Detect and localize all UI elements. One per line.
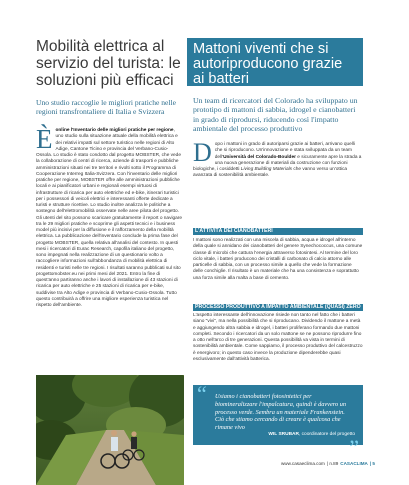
quote-author bbox=[268, 432, 355, 437]
right-body-italic: Living Building Materials bbox=[240, 167, 293, 172]
right-body-bold: Università del Colorado-Boulder bbox=[223, 154, 296, 160]
section-title-cyanobacteria: L'ATTIVITÀ DEI CIANOBATTERI bbox=[193, 228, 363, 235]
right-body-part3: che vanno verso un'ottica avanzata di sostenibilità ambientale. bbox=[193, 167, 348, 179]
left-lead-bold: online l'Inventario delle migliori pratiche per regione bbox=[55, 128, 174, 133]
quote-text: Usiamo i cianobatteri fotosintetici per biomineralizzare l'impalcatura, quindi è davvero un processo verde. Sembra un materiale Frankenstein. Ciò che stiamo cercando di creare è qualcosa che rimane vivo bbox=[215, 393, 347, 432]
right-article-body bbox=[193, 138, 363, 180]
footer-brand-part2: CLIMA bbox=[353, 461, 368, 466]
quote-close-icon: ” bbox=[349, 435, 359, 460]
cyclists-photo bbox=[36, 375, 184, 485]
footer-brand-part1: CASA bbox=[340, 461, 354, 466]
right-article-header bbox=[187, 38, 363, 86]
right-dropcap: D bbox=[193, 138, 212, 167]
quote-open-icon: “ bbox=[197, 381, 207, 406]
footer-site: www.casaeclima.com bbox=[280, 461, 325, 466]
right-article-intro: Un team di ricercatori del Colorado ha sviluppato un prototipo di mattoni di sabbia, idrogel e cianobatteri in grado di riprodursi, riducendo così l'impatto ambientale del processo produttivo bbox=[193, 96, 358, 133]
page-number: | 5 bbox=[369, 461, 375, 466]
left-article-body bbox=[36, 124, 183, 309]
left-body-text: , uno studio sulla situazione attuale della mobilità elettrica e dei relativi impatti sul settore turistico nelle regioni di Alto Adige, Cantone Ticino e provincia del Verbano-Cusio-Ossola. Lo studio è stato condotto dal progetto MOBSTER, che vede la collaborazione di centri di ricerca, aziende di trasporti e pubbliche amministrazioni situati nei tre territori e rivolti sotto il Programma di Cooperazione Interreg Italia-Svizzera. Con l'inventario delle migliori pratiche per regione, MOBSTER offre alle amministrazioni pubbliche locali e ai pianificatori urbani e regionali esempi virtuosi di infrastrutture di ricarica per auto elettriche ed e-bike, itinerari turistici per i possessori di veicoli elettrici e interessanti offerte dedicate a turisti e strutture ricettive. Lo studio inoltre analizza le politiche a sostegno dell'elettromobilità osservate nelle aree pilota del progetto. Gli utenti del sito possono scaricare gratuitamente il report o navigare tra le 29 migliori pratiche e scoprirne gli aspetti tecnici e i business model più incisivi per la diffusione e il rafforzamento della mobilità elettrica. La pubblicazione dell'inventario conclude la prima fase del progetto MOBSTER, quella relativa all'analisi del contesto. In questi mesi i ricercatori di Eurac Research, capofila italiano del progetto, sono impegnati nella realizzazione di un questionario volto a raccogliere informazioni sull'abbondanza di mobilità elettrica di residenti e turisti nelle tre regioni. I risultati saranno pubblicati sul sito progettomobster.eu nei primi mesi del 2021. Entro la fine di quest'anno partiranno anche i lavori di installazione di 43 stazioni di ricarica per auto elettriche e 25 stazioni di ricarica per e-bike, suddivise tra Alto Adige e provincia di Verbano-Cusio-Ossola. Tutto questo contribuirà a offrire una migliore esperienza turistica nel rispetto dell'ambiente. bbox=[36, 128, 183, 308]
page-footer bbox=[281, 461, 375, 466]
footer-brand bbox=[340, 461, 368, 466]
section-title-production: PROCESSO PRODUTTIVO A IMPATTO AMBIENTALE (QUASI) ZERO bbox=[193, 304, 363, 311]
right-body-part2: e sicuramente apre la strada a una nuova generazione di materiali da costruzione con funzioni biologiche, i cosiddetti bbox=[193, 154, 362, 172]
quote-box bbox=[193, 381, 363, 460]
left-dropcap: È bbox=[36, 124, 53, 154]
left-article bbox=[36, 38, 182, 309]
section-text-cyanobacteria: I mattoni sono realizzati con una miscela di sabbia, acqua e idrogel all'interno della quale si annidano dei cianobatteri del genere Synechococcus, una comune classe di microbi che cattura l'energia attraverso fotosintesi. Al termine del loro ciclo vitale, i batteri producono dei cristalli di carbonato di calcio attorno alle particelle di sabbia, con un processo simile a quello che vede la formazione delle conchiglie. Il risultato è un materiale che ha una consistenza e soprattutto una forza simile alla malta a base di cemento. bbox=[193, 238, 363, 281]
left-article-title: Mobilità elettrica al servizio del turista: le soluzioni più efficaci bbox=[36, 38, 181, 89]
quote-author-name: WIL SRUBAR bbox=[268, 432, 299, 437]
section-text-production: L'aspetto interessante dell'innovazione risiede non tanto nel fatto che i batteri siano "vivi", ma nella possibilità che si riproducano. Dividendo il mattone a metà e aggiungendo altra sabbia e idrogel, i batteri proliferano formando due mattoni completi. Secondo i ricercatori da un solo mattone se ne possono riprodurre fino a otto nell'arco di tre generazioni. Questa possibilità va vista in termini di sostenibilità ambientale. Come sappiamo, il processo produttivo del calcestruzzo è energivoro; in questo caso invece la produzione dipenderebbe quasi esclusivamente dall'attività batterica. bbox=[193, 313, 363, 362]
quote-author-role: , coordinatore del progetto bbox=[298, 432, 355, 437]
footer-issue: | n.89 bbox=[326, 461, 339, 466]
left-article-subtitle: Uno studio raccoglie le migliori pratiche nelle regioni transfrontaliere di Italia e Svizzera bbox=[36, 98, 177, 116]
right-article-title: Mattoni viventi che si autoriproducono grazie ai batteri bbox=[193, 41, 343, 87]
right-body-part1: opo i mattoni in grado di autoriparsi grazie ai batteri, arrivano quelli che si riproducono. Un'innovazione e stata sviluppata da un team dell' bbox=[214, 142, 355, 160]
cyclists-photo-image bbox=[36, 375, 184, 485]
